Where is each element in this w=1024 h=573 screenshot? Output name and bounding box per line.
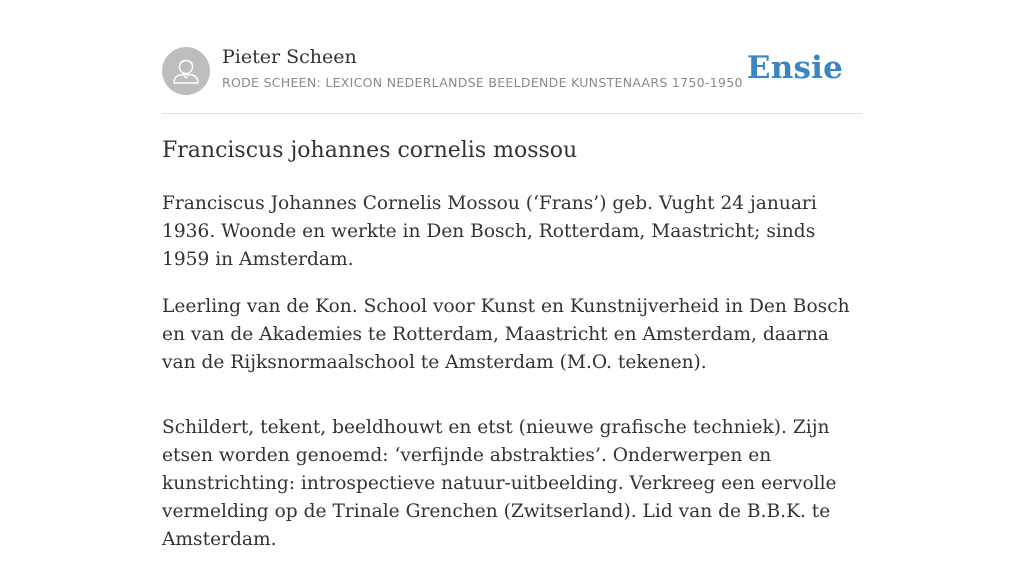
brand-logo[interactable]: Ensie (746, 50, 843, 86)
page (162, 0, 862, 550)
user-icon (162, 47, 210, 95)
source-publication[interactable]: RODE SCHEEN: LEXICON NEDERLANDSE BEELDENDE KUNSTENAARS 1750-1950 (222, 75, 743, 90)
paragraph-1: Franciscus Johannes Cornelis Mossou (‘Frans’) geb. Vught 24 januari 1936. Woonde en werkte in Den Bosch, Rotterdam, Maastricht; sinds 1959 in Amsterdam. (162, 193, 817, 270)
paragraph-3: Schildert, tekent, beeldhouwt en etst (nieuwe grafische techniek). Zijn etsen worden genoemd: ‘verfijnde abstrakties’. Onderwerpen en kunstrichting: introspectieve natuur-uitbeelding. Verkreeg een eervolle vermelding op de Trinale Grenchen (Zwitserland). Lid van de B.B.K. te Amsterdam. (162, 417, 837, 550)
paragraph-2: Leerling van de Kon. School voor Kunst en Kunstnijverheid in Den Bosch en van de Akademies te Rotterdam, Maastricht en Amsterdam, daarna van de Rijksnormaalschool te Amsterdam (M.O. tekenen). (162, 296, 850, 373)
author-avatar[interactable] (162, 47, 210, 95)
author-name[interactable]: Pieter Scheen (222, 46, 357, 68)
article-header (162, 0, 862, 114)
article-title: Franciscus johannes cornelis mossou (162, 138, 578, 163)
article-body (162, 190, 862, 573)
